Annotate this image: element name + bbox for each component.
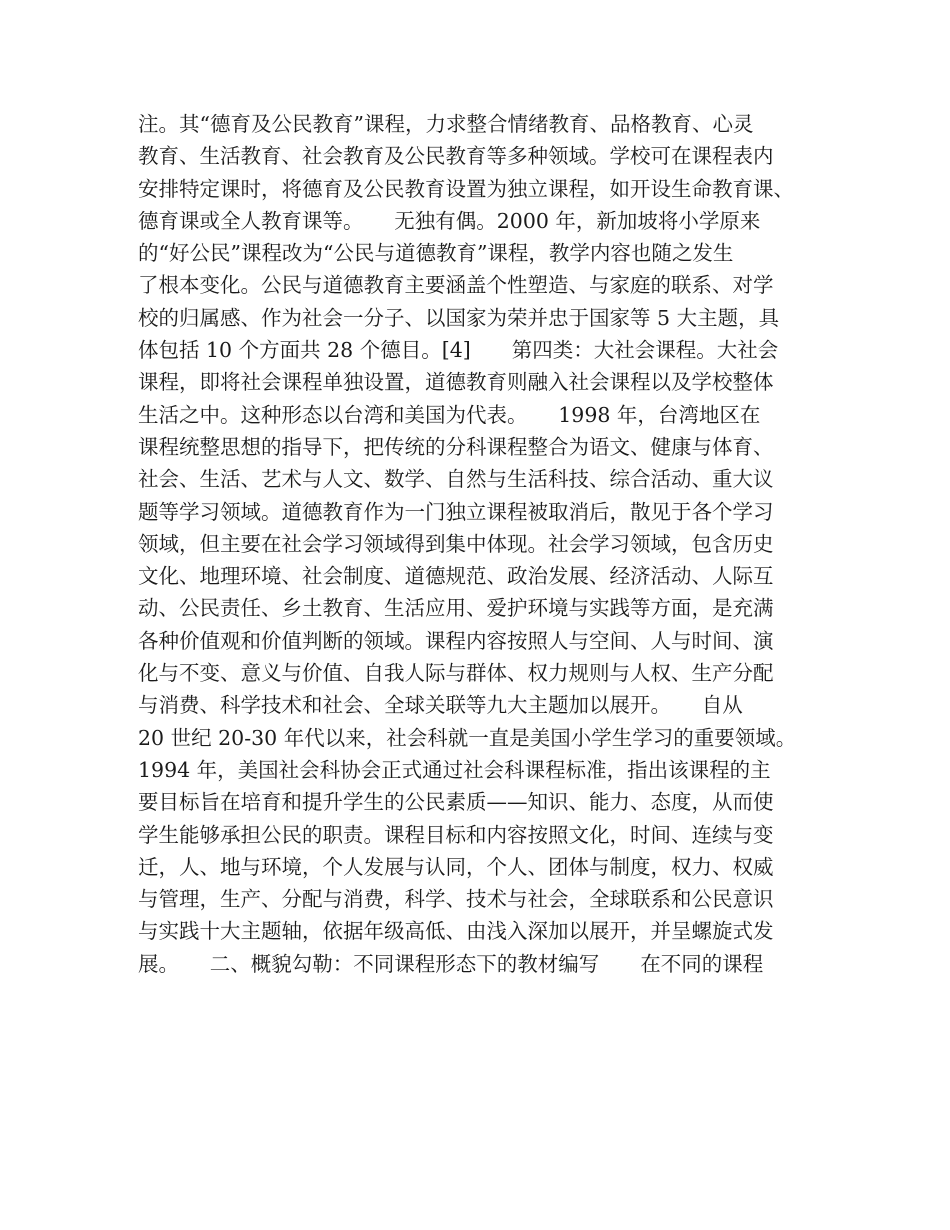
text-line: 与实践十大主题轴，依据年级高低、由浅入深加以展开，并呈螺旋式发 <box>138 919 774 944</box>
text-line: 安排特定课时，将德育及公民教育设置为独立课程，如开设生命教育课、 <box>138 176 794 201</box>
text-line: 体包括 10 个方面共 28 个德目。[4] 第四类：大社会课程。大社会 <box>138 338 779 363</box>
text-line: 文化、地理环境、社会制度、道德规范、政治发展、经济活动、人际互 <box>138 564 774 589</box>
text-line: 学生能够承担公民的职责。课程目标和内容按照文化，时间、连续与变 <box>138 822 774 847</box>
body-text <box>138 108 828 980</box>
text-line: 题等学习领域。道德教育作为一门独立课程被取消后，散见于各个学习 <box>138 499 774 524</box>
text-line: 领域，但主要在社会学习领域得到集中体现。社会学习领域，包含历史 <box>138 531 774 556</box>
text-line: 课程，即将社会课程单独设置，道德教育则融入社会课程以及学校整体 <box>138 370 774 395</box>
text-line: 动、公民责任、乡土教育、生活应用、爱护环境与实践等方面，是充满 <box>138 596 774 621</box>
text-line: 迁，人、地与环境，个人发展与认同，个人、团体与制度，权力、权威 <box>138 854 774 879</box>
text-line: 课程统整思想的指导下，把传统的分科课程整合为语文、健康与体育、 <box>138 434 774 459</box>
text-line: 注。其“德育及公民教育”课程，力求整合情绪教育、品格教育、心灵 <box>138 112 754 136</box>
text-line: 德育课或全人教育课等。 无独有偶。2000 年，新加坡将小学原来 <box>138 208 761 233</box>
text-line: 教育、生活教育、社会教育及公民教育等多种领域。学校可在课程表内 <box>138 144 774 169</box>
text-line: 化与不变、意义与价值、自我人际与群体、权力规则与人权、生产分配 <box>138 661 774 686</box>
text-line: 与消费、科学技术和社会、全球关联等九大主题加以展开。 自从 <box>138 693 743 718</box>
text-line: 20 世纪 20-30 年代以来，社会科就一直是美国小学生学习的重要领域。 <box>138 725 797 750</box>
text-line: 要目标旨在培育和提升学生的公民素质——知识、能力、态度，从而使 <box>138 790 774 815</box>
text-line: 各种价值观和价值判断的领域。课程内容按照人与空间、人与时间、演 <box>138 628 774 653</box>
text-line: 生活之中。这种形态以台湾和美国为代表。 1998 年，台湾地区在 <box>138 402 761 427</box>
text-line: 1994 年，美国社会科协会正式通过社会科课程标准，指出该课程的主 <box>138 757 771 782</box>
text-line: 了根本变化。公民与道德教育主要涵盖个性塑造、与家庭的联系、对学 <box>138 273 774 298</box>
text-line: 社会、生活、艺术与人文、数学、自然与生活科技、综合活动、重大议 <box>138 467 774 492</box>
text-line: 校的归属感、作为社会一分子、以国家为荣并忠于国家等 5 大主题，具 <box>138 305 780 330</box>
text-line: 展。 二、概貌勾勒：不同课程形态下的教材编写 在不同的课程 <box>138 951 764 976</box>
text-line: 的“好公民”课程改为“公民与道德教育”课程，教学内容也随之发生 <box>138 241 734 266</box>
text-line: 与管理，生产、分配与消费，科学、技术与社会，全球联系和公民意识 <box>138 887 774 912</box>
